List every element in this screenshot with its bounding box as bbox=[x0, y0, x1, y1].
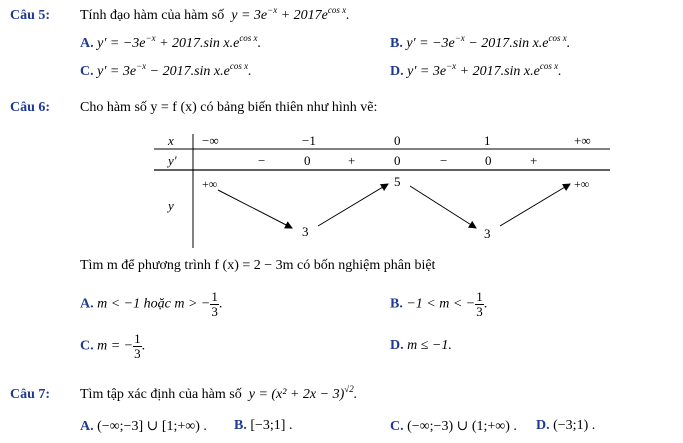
table-x-value-1: −∞ bbox=[202, 133, 219, 148]
q7-option-d-text: (−3;1) . bbox=[553, 418, 596, 433]
q6-option-c[interactable]: C. m = − $\frac{1}{3}$ . bbox=[80, 331, 146, 361]
q6-option-c-text: m = − bbox=[97, 338, 134, 354]
q5-option-b-text: $y' = -3e^{-x} - 2017.\sin$ $x.e^{cos x}$. bbox=[406, 33, 571, 51]
table-arrow-up-2 bbox=[500, 184, 570, 226]
q7-option-c-key: C. bbox=[390, 419, 404, 434]
question-5-number: Câu 5: bbox=[10, 8, 51, 23]
table-y-value-1: +∞ bbox=[202, 177, 218, 191]
table-x-value-4: 1 bbox=[484, 133, 491, 148]
q5-option-d[interactable] bbox=[390, 61, 562, 80]
q6-option-b-fraction: $\frac{1}{3}$ bbox=[476, 289, 483, 319]
q7-option-b-text: [−3;1] . bbox=[250, 418, 293, 433]
question-6-stem: Cho hàm số y = f (x) có bảng biến thiên như hình vẽ: bbox=[80, 100, 378, 115]
q6-option-d[interactable] bbox=[390, 338, 452, 354]
q7-option-d-key: D. bbox=[536, 418, 550, 433]
q6-option-d-key: D. bbox=[390, 338, 404, 353]
question-5-function: $y = 3e^{-x} + 2017e^{cos x}$. bbox=[231, 5, 350, 23]
table-yprime-label: y′ bbox=[168, 153, 177, 168]
table-x-value-5: +∞ bbox=[574, 133, 591, 148]
q7-option-b-key: B. bbox=[234, 418, 247, 433]
q5-option-c-key: C. bbox=[80, 64, 94, 79]
q6-option-a-key: A. bbox=[80, 296, 94, 312]
table-arrow-down-1 bbox=[218, 190, 292, 228]
table-sign-1: − bbox=[258, 153, 266, 168]
question-6-prompt: Tìm m để phương trình f (x) = 2 − 3m có bốn nghiệm phân biệt bbox=[80, 258, 436, 273]
question-7-function: $y = (x^2 + 2x - 3)^{√2}$. bbox=[248, 384, 358, 402]
q7-option-c-text: (−∞;−3) ∪ (1;+∞) . bbox=[407, 419, 517, 434]
table-y-value-2: 3 bbox=[302, 224, 309, 239]
q7-option-a-text: (−∞;−3] ∪ [1;+∞) . bbox=[97, 419, 207, 434]
q6-option-a[interactable]: A. m < −1 hoặc m > − $\frac{1}{3}$ . bbox=[80, 289, 223, 319]
question-6-number: Câu 6: bbox=[10, 100, 51, 115]
question-7-stem-text: Tìm tập xác định của hàm số bbox=[80, 387, 242, 402]
q5-option-b-key: B. bbox=[390, 36, 403, 51]
question-5-stem-text: Tính đạo hàm của hàm số bbox=[80, 8, 225, 23]
q5-option-b[interactable] bbox=[390, 33, 571, 52]
q5-option-d-key: D. bbox=[390, 64, 404, 79]
table-x-value-3: 0 bbox=[394, 133, 401, 148]
table-x-label: x bbox=[168, 133, 174, 148]
question-5-stem bbox=[80, 5, 350, 24]
table-y-value-3: 5 bbox=[394, 174, 401, 189]
table-sign-7: + bbox=[530, 153, 538, 168]
q7-option-a[interactable] bbox=[80, 418, 207, 435]
q5-option-c[interactable] bbox=[80, 61, 252, 80]
q6-option-b-text: −1 < m < − bbox=[406, 296, 476, 312]
q6-option-c-key: C. bbox=[80, 338, 94, 354]
table-x-value-2: −1 bbox=[302, 133, 316, 148]
table-y-value-4: 3 bbox=[484, 226, 491, 241]
q7-option-b[interactable] bbox=[234, 418, 292, 434]
q5-option-a[interactable] bbox=[80, 33, 262, 52]
table-arrow-down-2 bbox=[410, 186, 476, 228]
q5-option-a-text: $y' = -3e^{-x} + 2017.\sin$ $x.e^{cos x}$. bbox=[97, 33, 262, 51]
q7-option-a-key: A. bbox=[80, 419, 94, 434]
table-sign-5: − bbox=[440, 153, 448, 168]
q6-option-a-fraction: $\frac{1}{3}$ bbox=[211, 289, 218, 319]
q5-option-a-key: A. bbox=[80, 36, 94, 51]
q5-option-d-text: $y' = 3e^{-x} + 2017.\sin$ $x.e^{cos x}$. bbox=[407, 61, 562, 79]
table-arrow-up-1 bbox=[318, 184, 388, 226]
q6-option-a-text: m < −1 hoặc m > − bbox=[97, 296, 211, 312]
table-y-value-5: +∞ bbox=[574, 177, 590, 191]
q5-option-c-text: $y' = 3e^{-x} - 2017.\sin$ $x.e^{cos x}$. bbox=[97, 61, 252, 79]
q7-option-c[interactable] bbox=[390, 418, 517, 435]
q6-option-d-text: m ≤ −1. bbox=[407, 338, 452, 353]
table-sign-2: 0 bbox=[304, 153, 311, 168]
question-7-stem bbox=[80, 384, 358, 403]
q6-option-c-fraction: $\frac{1}{3}$ bbox=[134, 331, 141, 361]
q6-option-b-key: B. bbox=[390, 296, 403, 312]
question-7-number: Câu 7: bbox=[10, 387, 51, 402]
q6-option-b[interactable]: B. −1 < m < − $\frac{1}{3}$ . bbox=[390, 289, 488, 319]
variation-table bbox=[150, 130, 610, 248]
table-sign-3: + bbox=[348, 153, 356, 168]
table-sign-6: 0 bbox=[485, 153, 492, 168]
table-sign-4: 0 bbox=[394, 153, 401, 168]
table-y-label: y bbox=[168, 198, 174, 213]
q7-option-d[interactable] bbox=[536, 418, 595, 434]
